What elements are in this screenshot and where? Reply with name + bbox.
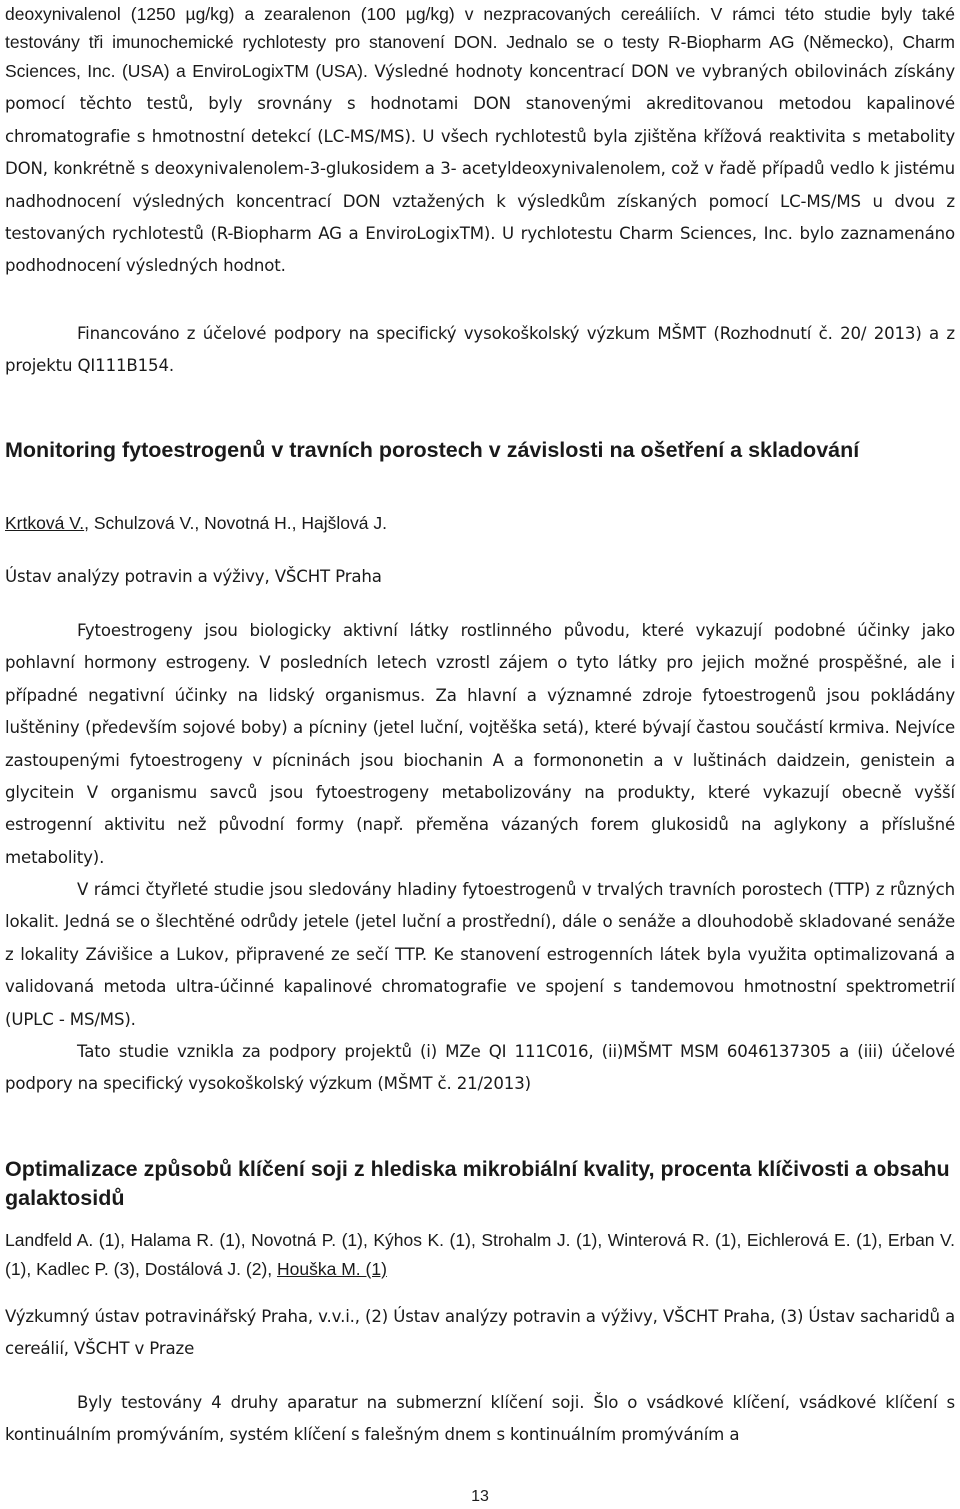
article2-corresponding-author: Houška M. (1): [277, 1259, 387, 1279]
article2-coauthors: Landfeld A. (1), Halama R. (1), Novotná P. (1), Kýhos K. (1), Strohalm J. (1), Winterová R. (1), Eichlerová E. (1), Erban V.(1), Kadlec P. (3), Dostálová J. (2),: [5, 1230, 955, 1279]
funding-paragraph: Financováno z účelové podpory na specifický vysokoškolský výzkum MŠMT (Rozhodnutí č. 20/ 2013) a z projektu QI111B154.: [5, 324, 955, 376]
article1-affiliation: Ústav analýzy potravin a výživy, VŠCHT Praha: [5, 567, 382, 586]
article-title-fytoestrogeny: Monitoring fytoestrogenů v travních porostech v závislosti na ošetření a skladování: [5, 438, 860, 462]
article1-paragraph-1: Fytoestrogeny jsou biologicky aktivní látky rostlinného původu, které vykazují podobné účinky jako pohlavní hormony estrogeny. V posledních letech vzrostl zájem o tyto látky pro jejich možné prospěšné, ale i případné negativní účinky na lidský organismus. Za hlavní a významné zdroje fytoestrogenů jsou pokládány luštěniny (především sojové boby) a pícniny (jetel luční, vojtěška setá), které bývají častou součástí krmiva. Nejvíce zastoupenými fytoestrogeny v pícninách jsou biochanin A a formononetin a v luštinách daidzein, genistein a glycitein V organismu savců jsou fytoestrogeny metabolizovány na produkty, které vykazují obecně vyšší estrogenní aktivitu než původní formy (např. přeměna vázaných forem glukosidů na aglykony a příslušné metabolity).: [5, 621, 955, 867]
article1-paragraph-3: Tato studie vznikla za podpory projektů (i) MZe QI 111C016, (ii)MŠMT MSM 6046137305 a (iii) účelové podpory na specifický vysokoškolský výzkum (MŠMT č. 21/2013): [5, 1042, 955, 1094]
article-title-klicení-soji: Optimalizace způsobů klíčení soji z hlediska mikrobiální kvality, procenta klíčivosti a obsahu galaktosidů: [5, 1157, 950, 1210]
article2-authors: [5, 1226, 955, 1284]
article1-authors: [5, 509, 955, 538]
article1-paragraph-2: V rámci čtyřleté studie jsou sledovány hladiny fytoestrogenů v trvalých travních porostech (TTP) z různých lokalit. Jedná se o šlechtěné odrůdy jetele (jetel luční a prostřední), dále o senáže a dlouhodobě skladované senáže z lokality Závišice a Lukov, připravené ze sečí TTP. Ke stanovení estrogenních látek byla využita optimalizovaná a validovaná metoda ultra-účinné kapalinové chromatografie ve spojení s tandemovou hmotnostní spektrometrií (UPLC - MS/MS).: [5, 880, 955, 1029]
intro-arial-text: deoxynivalenol (1250 µg/kg) a zearalenon (100 µg/kg) v nezpracovaných cereáliích. V rámci této studie byly také testovány tři imunochemické rychlotesty pro stanovení DON. Jednalo se o testy R-Biopharm AG (Německo), Charm Sciences, Inc. (USA) a EnviroLogixTM (USA).: [5, 4, 955, 81]
article2-affiliation: Výzkumný ústav potravinářský Praha, v.v.i., (2) Ústav analýzy potravin a výživy, VŠCHT Praha, (3) Ústav sacharidů a cereálií, VŠCHT v Praze: [5, 1307, 955, 1359]
intro-paragraph-start: [5, 0, 955, 283]
presenting-author: Krtková V.: [5, 513, 85, 533]
page-number: 13: [471, 1488, 489, 1505]
coauthors: , Schulzová V., Novotná H., Hajšlová J.: [84, 513, 387, 533]
intro-continued-text: Výsledné hodnoty koncentrací DON ve vybraných obilovinách získány pomocí těchto testů, byly srovnány s hodnotami DON stanovenými akreditovanou metodou kapalinové chromatografie s hmotnostní detekcí (LC-MS/MS). U všech rychlotestů byla zjištěna křížová reaktivita s metabolity DON, konkrétně s deoxynivalenolem-3-glukosidem a 3- acetyldeoxynivalenolem, což v řadě případů vedlo k jistému nadhodnocení výsledných koncentrací DON vztažených k výsledkům získaných pomocí LC-MS/MS u dvou z testovaných rychlotestů (R-Biopharm AG a EnviroLogixTM). U rychlotestu Charm Sciences, Inc. bylo zaznamenáno podhodnocení výsledných hodnot.: [5, 62, 955, 276]
article2-paragraph-1: Byly testovány 4 druhy aparatur na submerzní klíčení soji. Šlo o vsádkové klíčení, vsádkové klíčení s kontinuálním promýváním, systém klíčení s falešným dnem s kontinuálním promýváním a: [5, 1393, 955, 1445]
